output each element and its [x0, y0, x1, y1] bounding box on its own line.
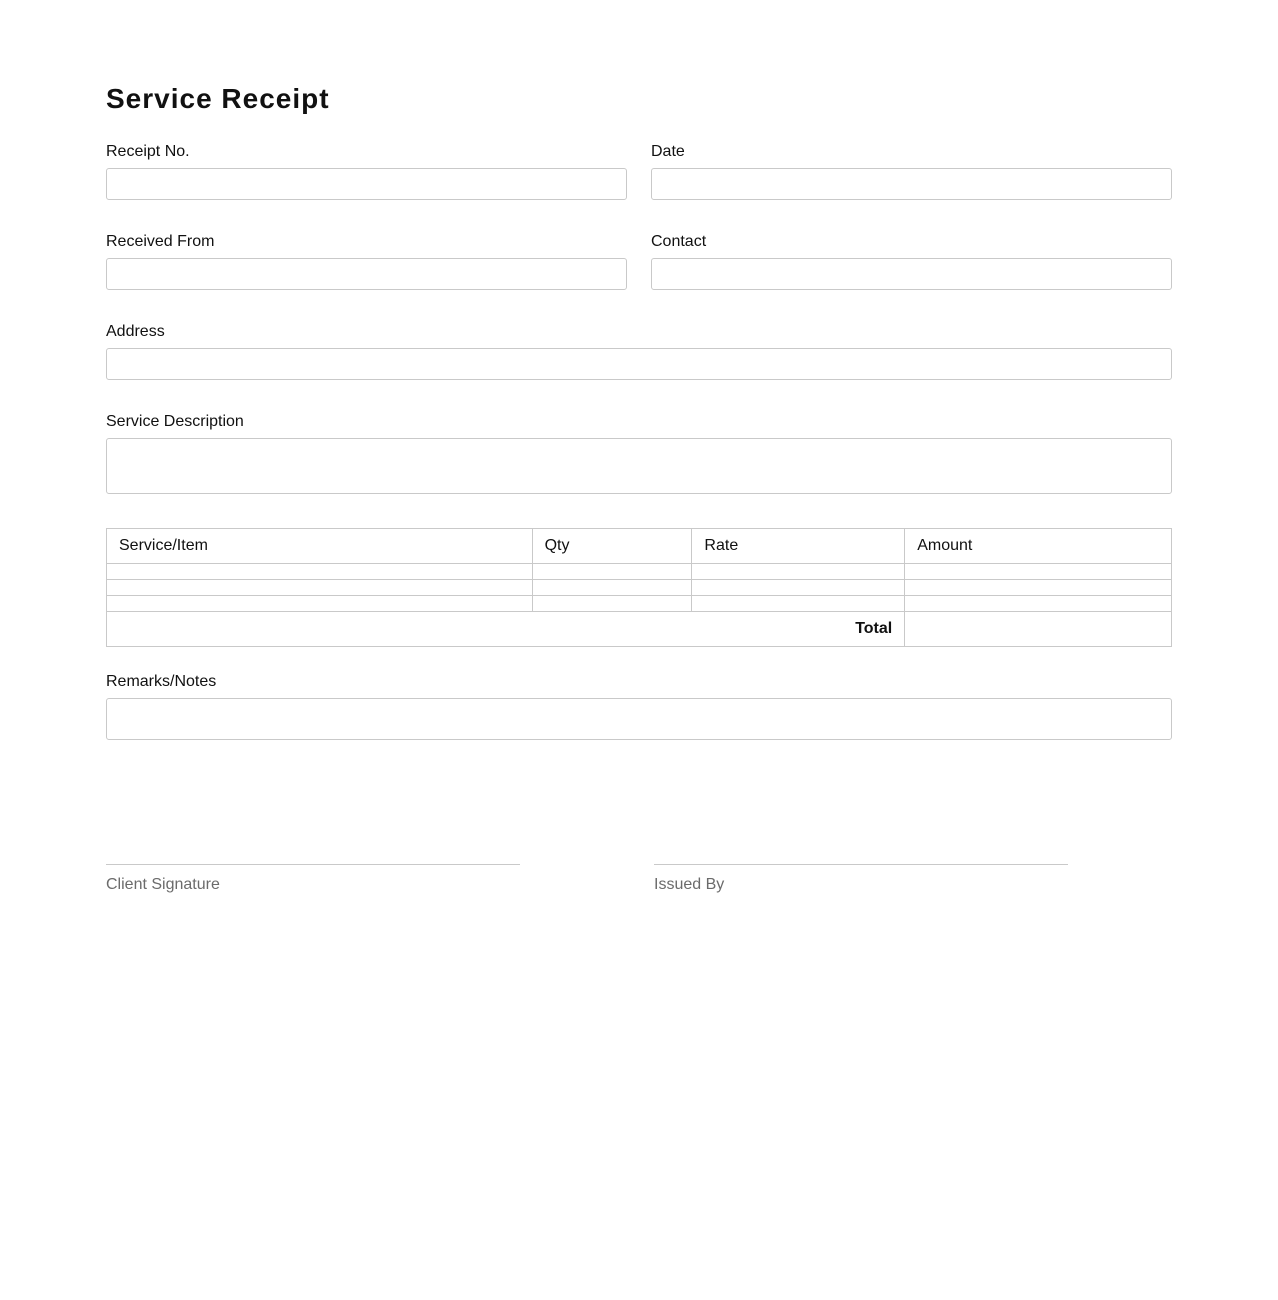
header-rate: Rate: [692, 529, 905, 564]
client-signature-line: [106, 864, 520, 895]
contact-label: Contact: [651, 233, 707, 250]
received-from-field: [106, 232, 627, 290]
total-row: [107, 612, 1172, 647]
service-description-label: Service Description: [106, 413, 244, 430]
cell-rate[interactable]: [692, 596, 905, 612]
cell-qty[interactable]: [532, 580, 692, 596]
address-field: [106, 322, 1172, 380]
table-row: [107, 564, 1172, 580]
table-header-row: [107, 529, 1172, 564]
remarks-field: [106, 672, 1172, 745]
receipt-no-field: [106, 142, 627, 200]
receipt-no-input[interactable]: [106, 168, 627, 200]
issued-by-line: [654, 864, 1068, 895]
date-field: [651, 142, 1172, 200]
issued-by-label: Issued By: [654, 876, 725, 893]
contact-field: [651, 232, 1172, 290]
total-value[interactable]: [905, 612, 1172, 647]
date-label: Date: [651, 143, 685, 160]
client-signature-label: Client Signature: [106, 876, 220, 893]
contact-input[interactable]: [651, 258, 1172, 290]
table-row: [107, 580, 1172, 596]
cell-service-item[interactable]: [107, 580, 533, 596]
address-input[interactable]: [106, 348, 1172, 380]
cell-service-item[interactable]: [107, 596, 533, 612]
received-from-input[interactable]: [106, 258, 627, 290]
date-input[interactable]: [651, 168, 1172, 200]
cell-rate[interactable]: [692, 564, 905, 580]
total-label: Total: [107, 612, 905, 647]
cell-amount[interactable]: [905, 564, 1172, 580]
service-items-table: [106, 528, 1172, 647]
cell-service-item[interactable]: [107, 564, 533, 580]
cell-rate[interactable]: [692, 580, 905, 596]
header-amount: Amount: [905, 529, 1172, 564]
cell-qty[interactable]: [532, 596, 692, 612]
service-description-field: [106, 412, 1172, 499]
header-qty: Qty: [532, 529, 692, 564]
receipt-no-label: Receipt No.: [106, 143, 190, 160]
remarks-textarea[interactable]: [106, 698, 1172, 740]
table-row: [107, 596, 1172, 612]
page-title: Service Receipt: [106, 83, 330, 114]
remarks-label: Remarks/Notes: [106, 673, 217, 690]
cell-qty[interactable]: [532, 564, 692, 580]
received-from-label: Received From: [106, 233, 215, 250]
header-service-item: Service/Item: [107, 529, 533, 564]
address-label: Address: [106, 323, 165, 340]
service-description-textarea[interactable]: [106, 438, 1172, 494]
cell-amount[interactable]: [905, 580, 1172, 596]
cell-amount[interactable]: [905, 596, 1172, 612]
